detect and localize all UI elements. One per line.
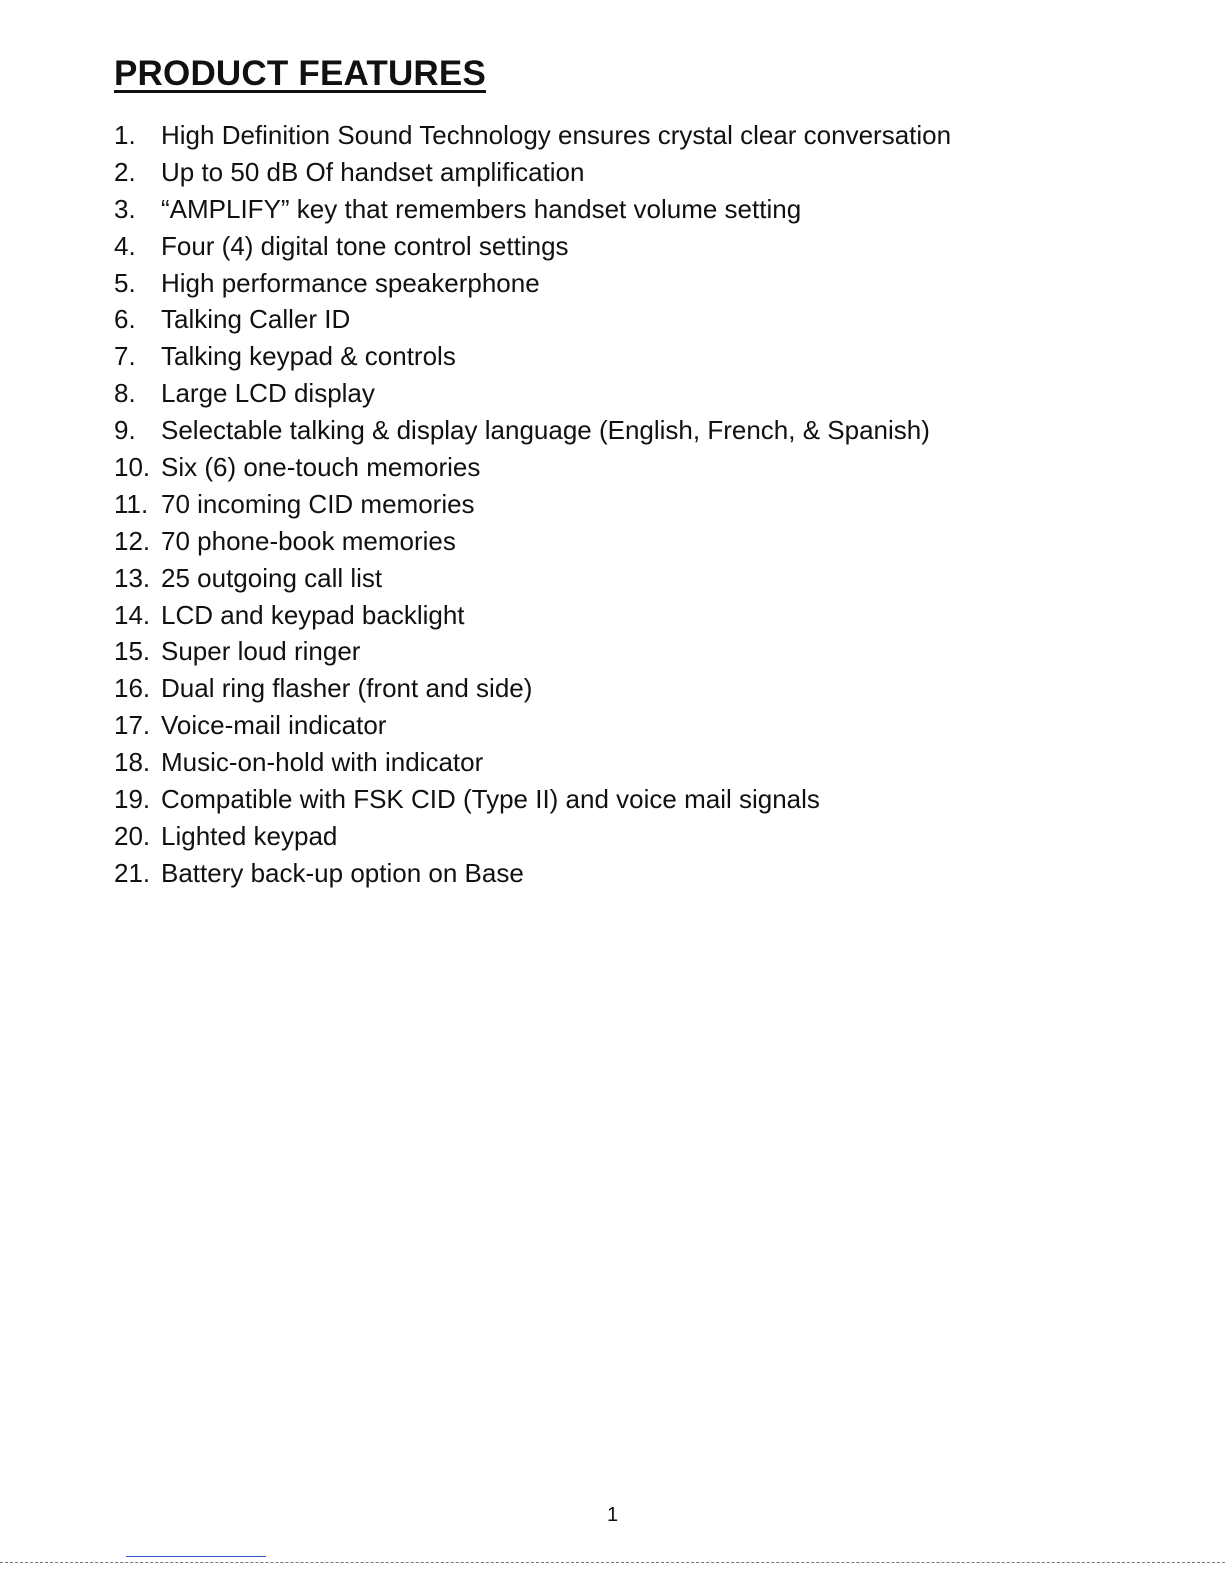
list-item: [114, 633, 1114, 670]
item-number: 1.: [114, 120, 136, 150]
list-item: [114, 781, 1114, 818]
list-item: [114, 412, 1114, 449]
item-number: 15.: [114, 636, 151, 667]
item-text: Dual ring flasher (front and side): [161, 673, 533, 704]
item-number: 19.: [114, 784, 151, 815]
item-text: Talking Caller ID: [161, 304, 351, 335]
list-item: [114, 301, 1114, 338]
item-number: 14.: [114, 599, 151, 630]
item-number: 18.: [114, 747, 151, 778]
list-item: [114, 154, 1114, 191]
item-text: High performance speakerphone: [161, 267, 540, 298]
item-text: 25 outgoing call list: [161, 562, 383, 593]
item-text: Talking keypad & controls: [161, 341, 456, 372]
item-text: Compatible with FSK CID (Type II) and voice mail signals: [161, 784, 820, 815]
list-item: [114, 670, 1114, 707]
list-item: [114, 338, 1114, 375]
page-edge-divider: [0, 1562, 1225, 1563]
item-number: 21.: [114, 857, 151, 888]
item-number: 7.: [114, 341, 136, 372]
item-text: Selectable talking & display language (English, French, & Spanish): [161, 415, 930, 446]
item-text: 70 phone-book memories: [161, 525, 456, 556]
item-text: Lighted keypad: [161, 820, 338, 851]
item-number: 2.: [114, 156, 136, 187]
item-text: Four (4) digital tone control settings: [161, 230, 569, 261]
list-item: [114, 855, 1114, 892]
list-item: [114, 117, 1114, 154]
footer-link-line: [126, 1556, 266, 1557]
item-text: Up to 50 dB Of handset amplification: [161, 156, 585, 187]
list-item: [114, 597, 1114, 634]
item-text: “AMPLIFY” key that remembers handset volume setting: [161, 193, 802, 224]
item-number: 8.: [114, 378, 136, 409]
item-number: 6.: [114, 304, 136, 335]
item-text: Six (6) one-touch memories: [161, 452, 481, 483]
item-number: 12.: [114, 525, 151, 556]
item-number: 10.: [114, 452, 151, 483]
list-item: [114, 818, 1114, 855]
list-item: [114, 523, 1114, 560]
list-item: [114, 191, 1114, 228]
item-number: 13.: [114, 562, 151, 593]
item-number: 16.: [114, 673, 151, 704]
list-item: [114, 375, 1114, 412]
list-item: [114, 560, 1114, 597]
item-number: 9.: [114, 415, 136, 446]
page-title: PRODUCT FEATURES: [114, 54, 486, 93]
list-item: [114, 265, 1114, 302]
list-item: [114, 449, 1114, 486]
item-number: 11.: [114, 488, 149, 519]
item-text: Battery back-up option on Base: [161, 857, 524, 888]
item-text: Super loud ringer: [161, 636, 361, 667]
item-number: 17.: [114, 710, 151, 741]
page-number: 1: [606, 1504, 619, 1526]
list-item: [114, 707, 1114, 744]
list-item: [114, 228, 1114, 265]
feature-list: [114, 117, 1114, 892]
item-text: Large LCD display: [161, 378, 375, 409]
item-text: 70 incoming CID memories: [161, 488, 475, 519]
item-number: 3.: [114, 193, 136, 224]
item-text: High Definition Sound Technology ensures crystal clear conversation: [161, 120, 952, 150]
item-text: Voice-mail indicator: [161, 710, 387, 741]
item-text: Music-on-hold with indicator: [161, 747, 484, 778]
item-text: LCD and keypad backlight: [161, 599, 465, 630]
list-item: [114, 744, 1114, 781]
list-item: [114, 486, 1114, 523]
item-number: 20.: [114, 820, 151, 851]
item-number: 5.: [114, 267, 136, 298]
item-number: 4.: [114, 230, 136, 261]
